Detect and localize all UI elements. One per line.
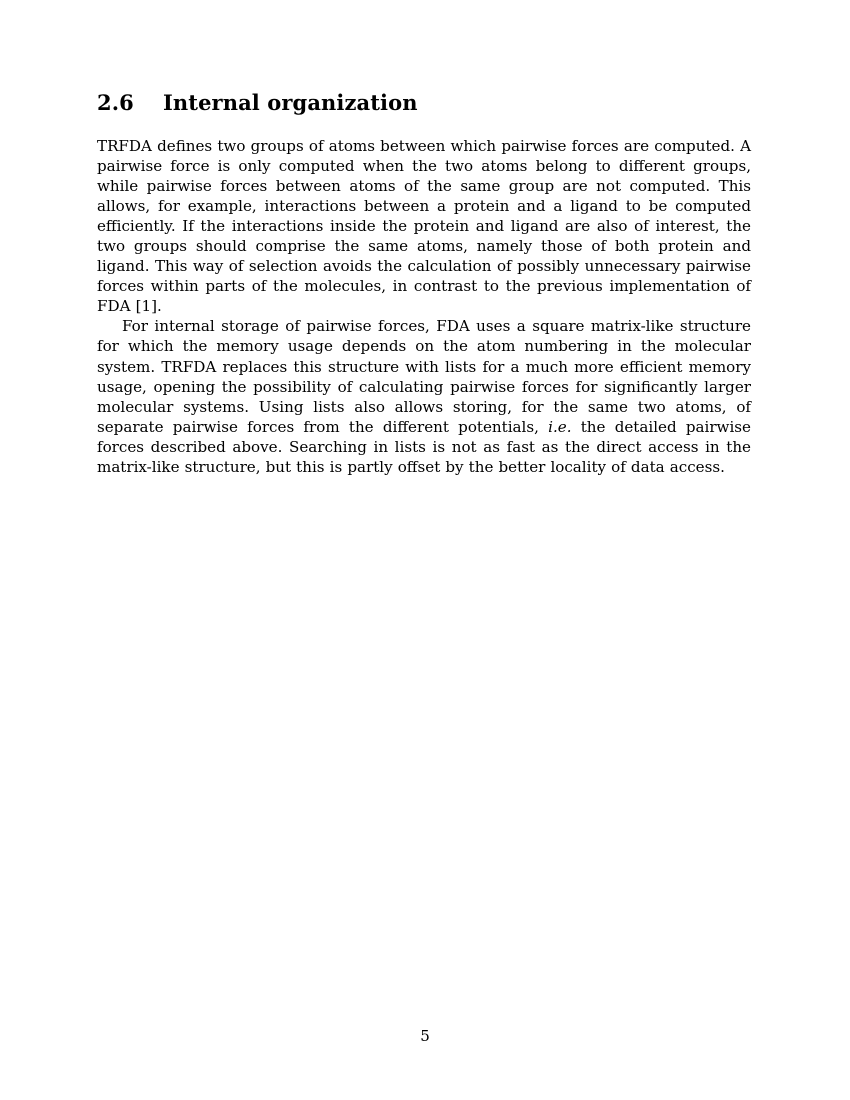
- paragraph-emphasis-ie: i.e.: [548, 417, 572, 436]
- paragraph-internal-storage: [97, 316, 751, 476]
- paragraph-text: TRFDA defines two groups of atoms between which pairwise forces are computed. A pairwise force is only computed when the two atoms belong to different groups, while pairwise forces between atoms of the same group are not computed. This allows, for example, interactions between a protein and a ligand to be computed efficiently. If the interactions inside the protein and ligand are also of interest, the two groups should comprise the same atoms, namely those of both protein and ligand. This way of selection avoids the calculation of possibly unnecessary pairwise forces within parts of the molecules, in contrast to the previous implementation of FDA [1].: [97, 137, 751, 316]
- page-number: 5: [420, 1027, 430, 1045]
- section-title: Internal organization: [163, 90, 418, 115]
- page-content: [97, 90, 751, 477]
- section-heading: [97, 90, 751, 116]
- paragraph-text-lead: For internal storage of pairwise forces, FDA uses a square matrix-like structure for which the memory usage depends on the atom numbering in the molecular system. TRFDA replaces this structure with lists for a much more efficient memory usage, opening the possibility of calculating pairwise forces for significantly larger molecular systems. Using lists also allows storing, for the same two atoms, of separate pairwise forces from the different potentials,: [97, 317, 751, 436]
- section-number: 2.6: [97, 90, 134, 115]
- paragraph-text-tail: the detailed pairwise forces described above. Searching in lists is not as fast as the direct access in the matrix-like structure, but this is partly offset by the better locality of data access.: [97, 417, 751, 476]
- paragraph-intro-groups: [97, 136, 751, 316]
